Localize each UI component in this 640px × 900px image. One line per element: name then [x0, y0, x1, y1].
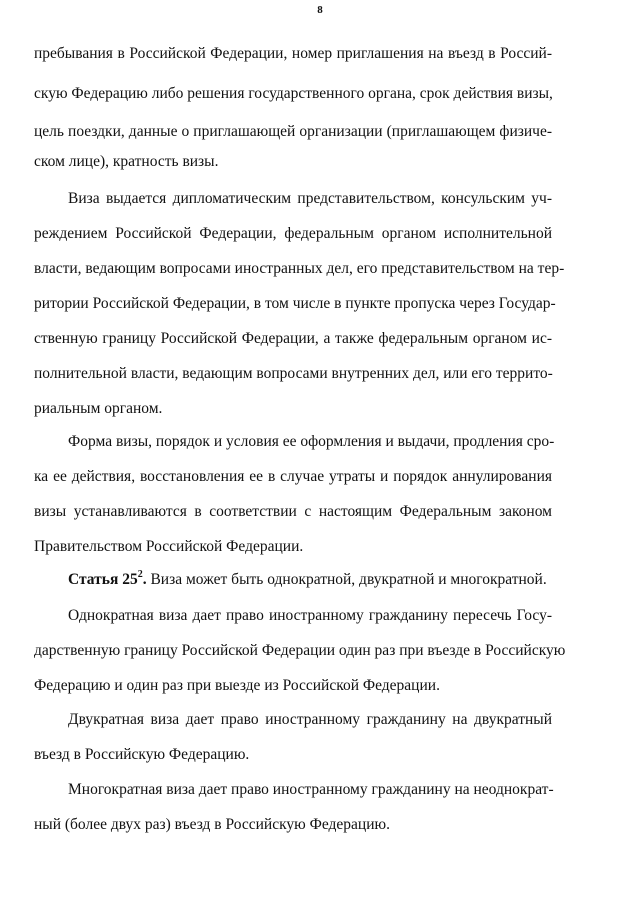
text-line: Многократная виза дает право иностранному гражданину на неоднократ- [68, 781, 554, 798]
text-line: Форма визы, порядок и условия ее оформления и выдачи, продления сро- [68, 433, 555, 450]
page-number: 8 [317, 4, 323, 16]
text-line: Двукратная виза дает право иностранному гражданину на двукратный [68, 711, 552, 728]
text-line: Федерацию и один раз при выезде из Российской Федерации. [34, 677, 440, 694]
text-line: ском лице), кратность визы. [34, 153, 219, 170]
text-line: пребывания в Российской Федерации, номер приглашения на въезд в Россий- [34, 45, 552, 62]
article-line [68, 570, 547, 590]
text-line: Правительством Российской Федерации. [34, 538, 304, 555]
text-line: скую Федерацию либо решения государственного органа, срок действия визы, [34, 85, 553, 102]
article-text: Виза может быть однократной, двукратной и многократной. [150, 571, 547, 588]
text-line: власти, ведающим вопросами иностранных дел, его представительством на тер- [34, 260, 565, 277]
text-line: реждением Российской Федерации, федеральным органом исполнительной [34, 225, 552, 242]
text-line: ный (более двух раз) въезд в Российскую Федерацию. [34, 816, 390, 833]
text-line: Виза выдается дипломатическим представительством, консульским уч- [68, 190, 552, 207]
text-line: ритории Российской Федерации, в том числе в пункте пропуска через Государ- [34, 295, 556, 312]
text-line: риальным органом. [34, 400, 163, 417]
text-line: ственную границу Российской Федерации, а также федеральным органом ис- [34, 330, 552, 347]
text-line: ка ее действия, восстановления ее в случае утраты и порядок аннулирования [34, 468, 552, 485]
text-line: дарственную границу Российской Федерации один раз при въезде в Российскую [34, 642, 566, 659]
article-heading: Статья $25^2$. [68, 568, 147, 588]
text-line: Однократная виза дает право иностранному гражданину пересечь Госу- [68, 607, 552, 624]
text-line: въезд в Российскую Федерацию. [34, 746, 250, 763]
text-line: полнительной власти, ведающим вопросами внутренних дел, или его террито- [34, 365, 553, 382]
text-line: цель поездки, данные о приглашающей организации (приглашающем физиче- [34, 123, 552, 140]
text-line: визы устанавливаются в соответствии с настоящим Федеральным законом [34, 503, 552, 520]
